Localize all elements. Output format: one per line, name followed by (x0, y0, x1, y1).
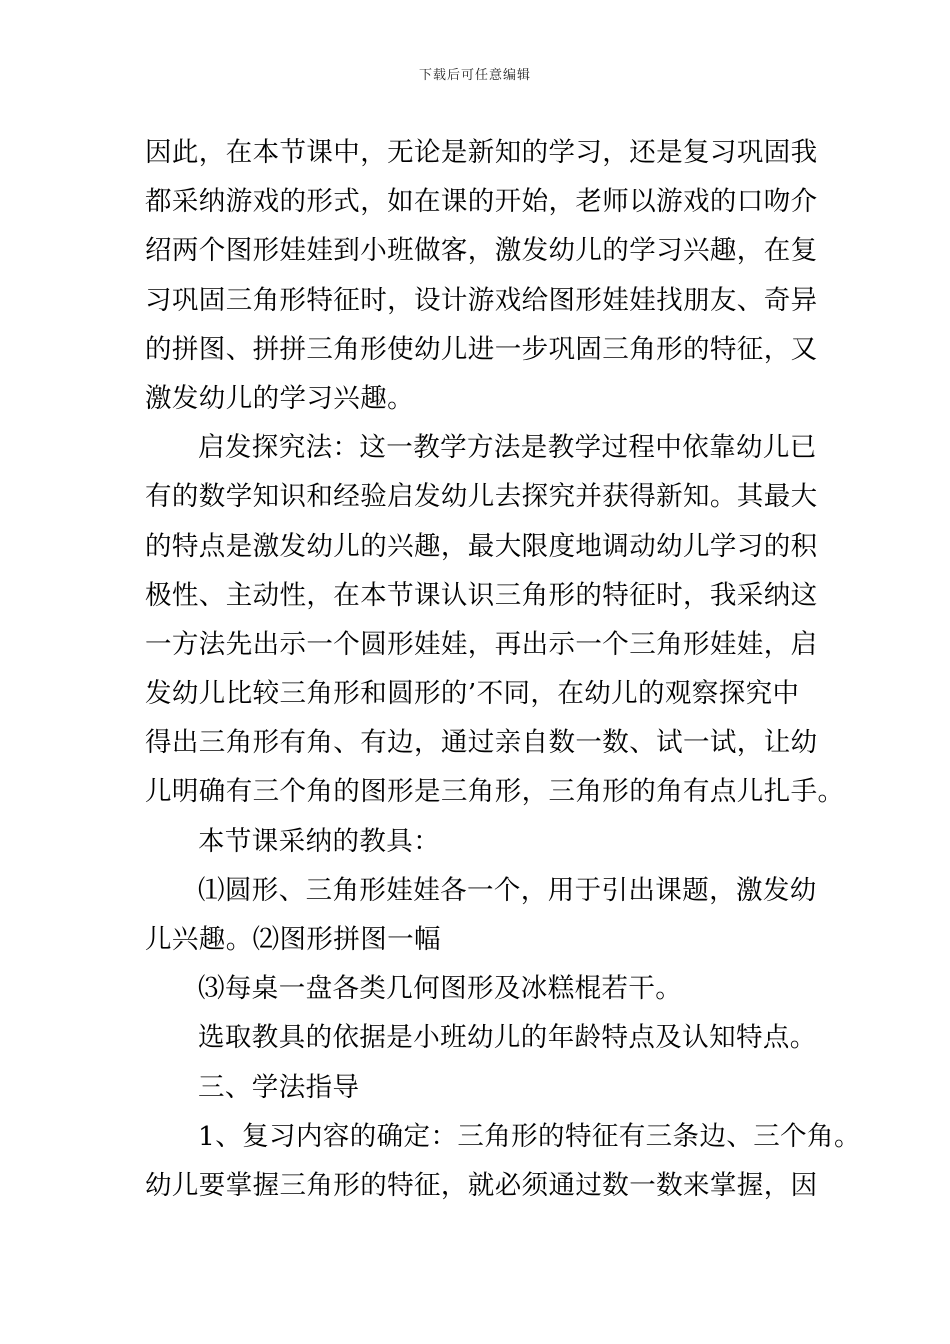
text-line: 启发探究法：这一教学方法是教学过程中依靠幼儿已 (198, 432, 817, 464)
text-line: 选取教具的依据是小班幼儿的年龄特点及认知特点。 (198, 1022, 817, 1054)
text-line: 习巩固三角形特征时，设计游戏给图形娃娃找朋友、奇异 (145, 284, 818, 316)
document-body (145, 128, 861, 1210)
text-line: ⑶每桌一盘各类几何图形及冰糕棍若干。 (198, 973, 683, 1005)
text-line: ⑴圆形、三角形娃娃各一个，用于引出课题，激发幼 (198, 874, 817, 906)
text-line: 三、学法指导 (198, 1071, 360, 1103)
text-line: 极性、主动性，在本节课认识三角形的特征时，我采纳这 (145, 579, 818, 611)
text-line: 幼儿要掌握三角形的特征，就必须通过数一数来掌握，因 (145, 1169, 818, 1201)
text-line: 儿兴趣。⑵图形拼图一幅 (145, 924, 441, 955)
text-line: 都采纳游戏的形式，如在课的开始，老师以游戏的口吻介 (145, 186, 818, 218)
text-line: 有的数学知识和经验启发幼儿去探究并获得新知。其最大 (145, 481, 818, 513)
text-line: 本节课采纳的教具： (198, 825, 441, 857)
text-line: 儿明确有三个角的图形是三角形，三角形的角有点儿扎手。 (145, 776, 845, 808)
text-line: 1、复习内容的确定：三角形的特征有三条边、三个角。 (198, 1120, 861, 1152)
text-line: 因此，在本节课中，无论是新知的学习，还是复习巩固我 (145, 137, 818, 168)
text-line: 得出三角形有角、有边，通过亲自数一数、试一试，让幼 (145, 727, 818, 759)
page-header: 下载后可任意编辑 (418, 68, 531, 83)
text-line: 发幼儿比较三角形和圆形的’不同，在幼儿的观察探究中 (145, 678, 800, 710)
text-line: 的拼图、拼拼三角形使幼儿进一步巩固三角形的特征，又 (145, 333, 818, 365)
text-line: 的特点是激发幼儿的兴趣，最大限度地调动幼儿学习的积 (145, 530, 818, 562)
text-line: 激发幼儿的学习兴趣。 (145, 382, 414, 414)
text-line: 一方法先出示一个圆形娃娃，再出示一个三角形娃娃，启 (145, 628, 818, 660)
text-line: 绍两个图形娃娃到小班做客，激发幼儿的学习兴趣，在复 (145, 235, 818, 267)
